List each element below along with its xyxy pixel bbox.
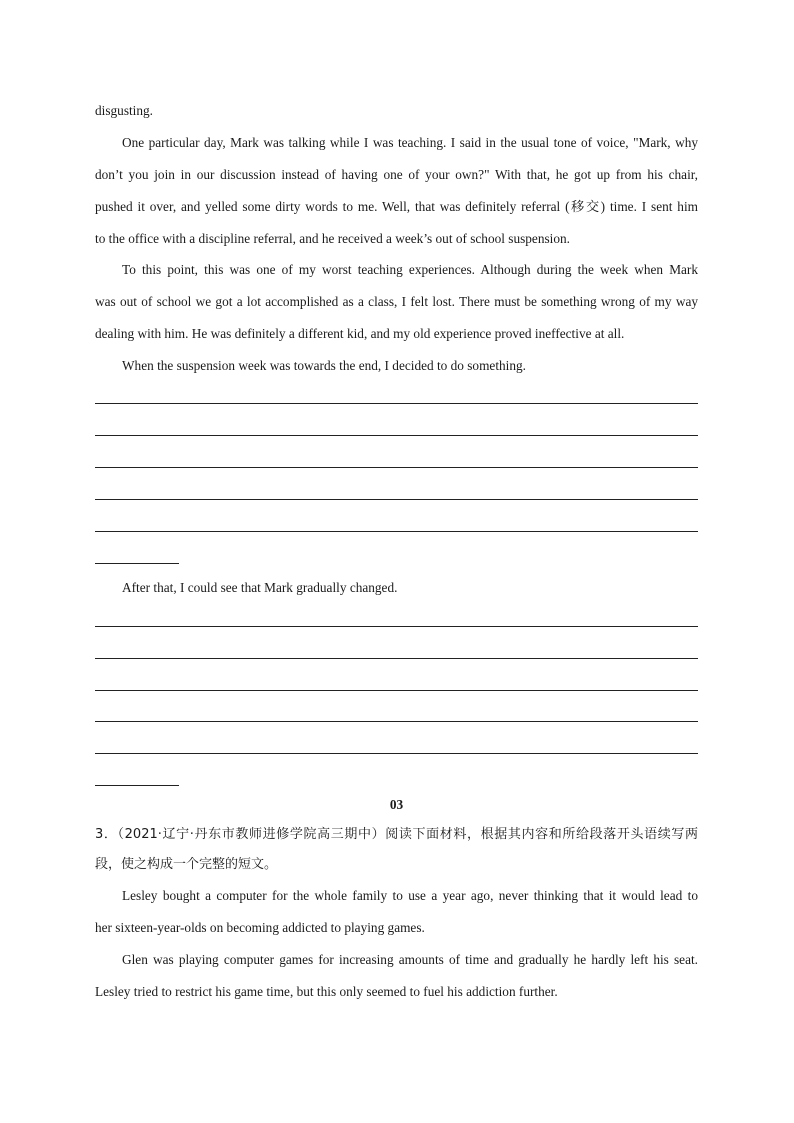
answer-line	[95, 403, 698, 404]
answer-line	[95, 626, 698, 627]
answer-line-short	[95, 785, 179, 786]
question-instruction: 段，使之构成一个完整的短文。	[95, 857, 278, 872]
passage-line: her sixteen-year-olds on becoming addicted to playing games.	[95, 920, 425, 935]
answer-line	[95, 690, 698, 691]
passage-line: pushed it over, and yelled some dirty words to me. Well, that was definitely referral (移交) time. I sent him	[95, 199, 698, 214]
passage-line: To this point, this was one of my worst teaching experiences. Although during the week when Mark	[122, 262, 698, 277]
answer-line	[95, 721, 698, 722]
passage-line: disgusting.	[95, 103, 153, 118]
answer-line	[95, 753, 698, 754]
paragraph-opening-2: After that, I could see that Mark gradually changed.	[122, 580, 398, 595]
passage-line: Lesley tried to restrict his game time, but this only seemed to fuel his addiction further.	[95, 984, 558, 999]
passage-line: don’t you join in our discussion instead of having one of your own?" With that, he got up from his chair,	[95, 167, 698, 182]
passage-line: One particular day, Mark was talking while I was teaching. I said in the usual tone of voice, "Mark, why	[122, 135, 698, 150]
answer-line	[95, 499, 698, 500]
answer-line	[95, 658, 698, 659]
passage-line: Glen was playing computer games for increasing amounts of time and gradually he hardly left his seat.	[122, 952, 698, 967]
passage-line: to the office with a discipline referral, and he received a week’s out of school suspension.	[95, 231, 570, 246]
passage-line: was out of school we got a lot accomplished as a class, I felt lost. There must be something wrong of my way	[95, 294, 698, 309]
answer-line-short	[95, 563, 179, 564]
paragraph-opening-1: When the suspension week was towards the end, I decided to do something.	[122, 358, 526, 373]
answer-line	[95, 435, 698, 436]
answer-line	[95, 467, 698, 468]
answer-line	[95, 531, 698, 532]
passage-line: Lesley bought a computer for the whole family to use a year ago, never thinking that it would lead to	[122, 888, 698, 903]
passage-line: dealing with him. He was definitely a different kid, and my old experience proved ineffective at all.	[95, 326, 625, 341]
question-instruction: 3．（2021·辽宁·丹东市教师进修学院高三期中）阅读下面材料，根据其内容和所给段落开头语续写两	[95, 827, 698, 842]
section-number: 03	[389, 797, 404, 812]
